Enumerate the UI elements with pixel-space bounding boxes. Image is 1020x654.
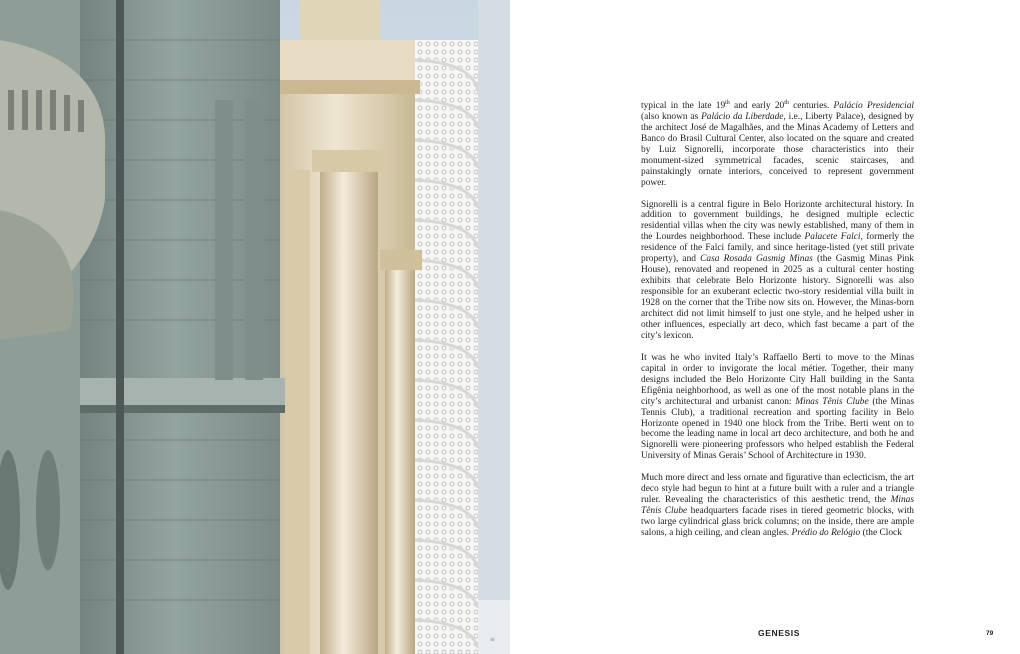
magazine-title: GENESIS <box>758 628 800 638</box>
paragraph <box>641 353 914 463</box>
italic-title: Minas Tênis Clube <box>641 495 914 517</box>
paragraph <box>641 200 914 342</box>
text-run: It was he who invited Italy’s Raffaello Berti to move to the Minas capital in order to invigorate the local métier. Together, their many designs included the Belo Horizonte City Hall building in the Santa Efigênia neighborhood, as well as one of the most notable plans in the city’s architectural and urbanist canon: <box>641 352 914 407</box>
italic-title: Palacete Falci <box>804 232 861 243</box>
photo-mark: ≡ <box>490 636 496 643</box>
italic-title: Palácio da Liberdade <box>701 111 784 122</box>
superscript: th <box>725 100 730 106</box>
italic-title: Prédio do Relógio <box>791 527 861 538</box>
superscript: th <box>784 100 789 106</box>
text-page <box>510 0 1020 654</box>
text-run: headquarters facade rises in tiered geometric blocks, with two large cylindrical glass brick columns; on the inside, there are ample salons, a high ceiling, and clean angles. <box>641 506 914 538</box>
italic-title: Minas Tênis Clube <box>795 396 869 407</box>
italic-title: Casa Rosada Gasmig Minas <box>700 254 813 265</box>
text-run: , formerly the residence of the Falci family, and since heritage-listed (yet still private property), and <box>641 232 914 265</box>
text-run: typical in the late 19 <box>641 101 726 111</box>
text-run: (also known as <box>641 111 702 122</box>
text-run: Much more direct and less ornate and figurative than eclecticism, the art deco style had begun to hint at a future built with a ruler and a triangle ruler. Revealing the characteristics of this aesthetic trend, the <box>641 473 914 506</box>
text-run: centuries. <box>788 101 834 111</box>
text-run: (the Gasmig Minas Pink House), renovated and reopened in 2025 as a cultural center hosting exhibits that celebrate Belo Horizonte history. Signorelli was also responsible for an exuberant eclectic two-story residential villa built in 1928 on the corner that the Tribe now sits on. However, the Minas-born architect did not limit himself to just one style, and he helped usher in other influences, especially art deco, which fast became a part of the city’s lexicon. <box>641 254 914 341</box>
text-run: Signorelli is a central figure in Belo Horizonte architectural history. In addition to government buildings, he designed multiple eclectic residential villas when the city was newly established, many of them in the Lourdes neighborhood. These include <box>641 199 914 243</box>
text-run: , i.e., Liberty Palace), designed by the architect José de Magalhães, and the Minas Academy of Letters and Banco do Brasil Cultural Center, also located on the square and created by Luiz Signorelli, incorporate those characteristics into their monument-sized symmetrical facades, scenic staircases, and painstakingly ornate interiors, conceived to represent government power. <box>641 111 914 188</box>
text-run: (the Clock <box>860 527 902 538</box>
text-run: (the Minas Tennis Club), a traditional recreation and sporting facility in Belo Horizonte opened in 1940 one block from the Tribe. Berti went on to become the leading name in local art deco architecture, and both he and Signorelli were pioneering professors who helped establish the Federal University of Minas Gerais’ School of Architecture in 1930. <box>641 396 914 462</box>
article-body <box>641 101 914 550</box>
paragraph <box>641 473 914 539</box>
italic-title: Palácio Presidencial <box>833 101 914 111</box>
page-number: 79 <box>986 630 994 637</box>
text-run: and early 20 <box>729 101 785 111</box>
paragraph <box>641 101 914 189</box>
